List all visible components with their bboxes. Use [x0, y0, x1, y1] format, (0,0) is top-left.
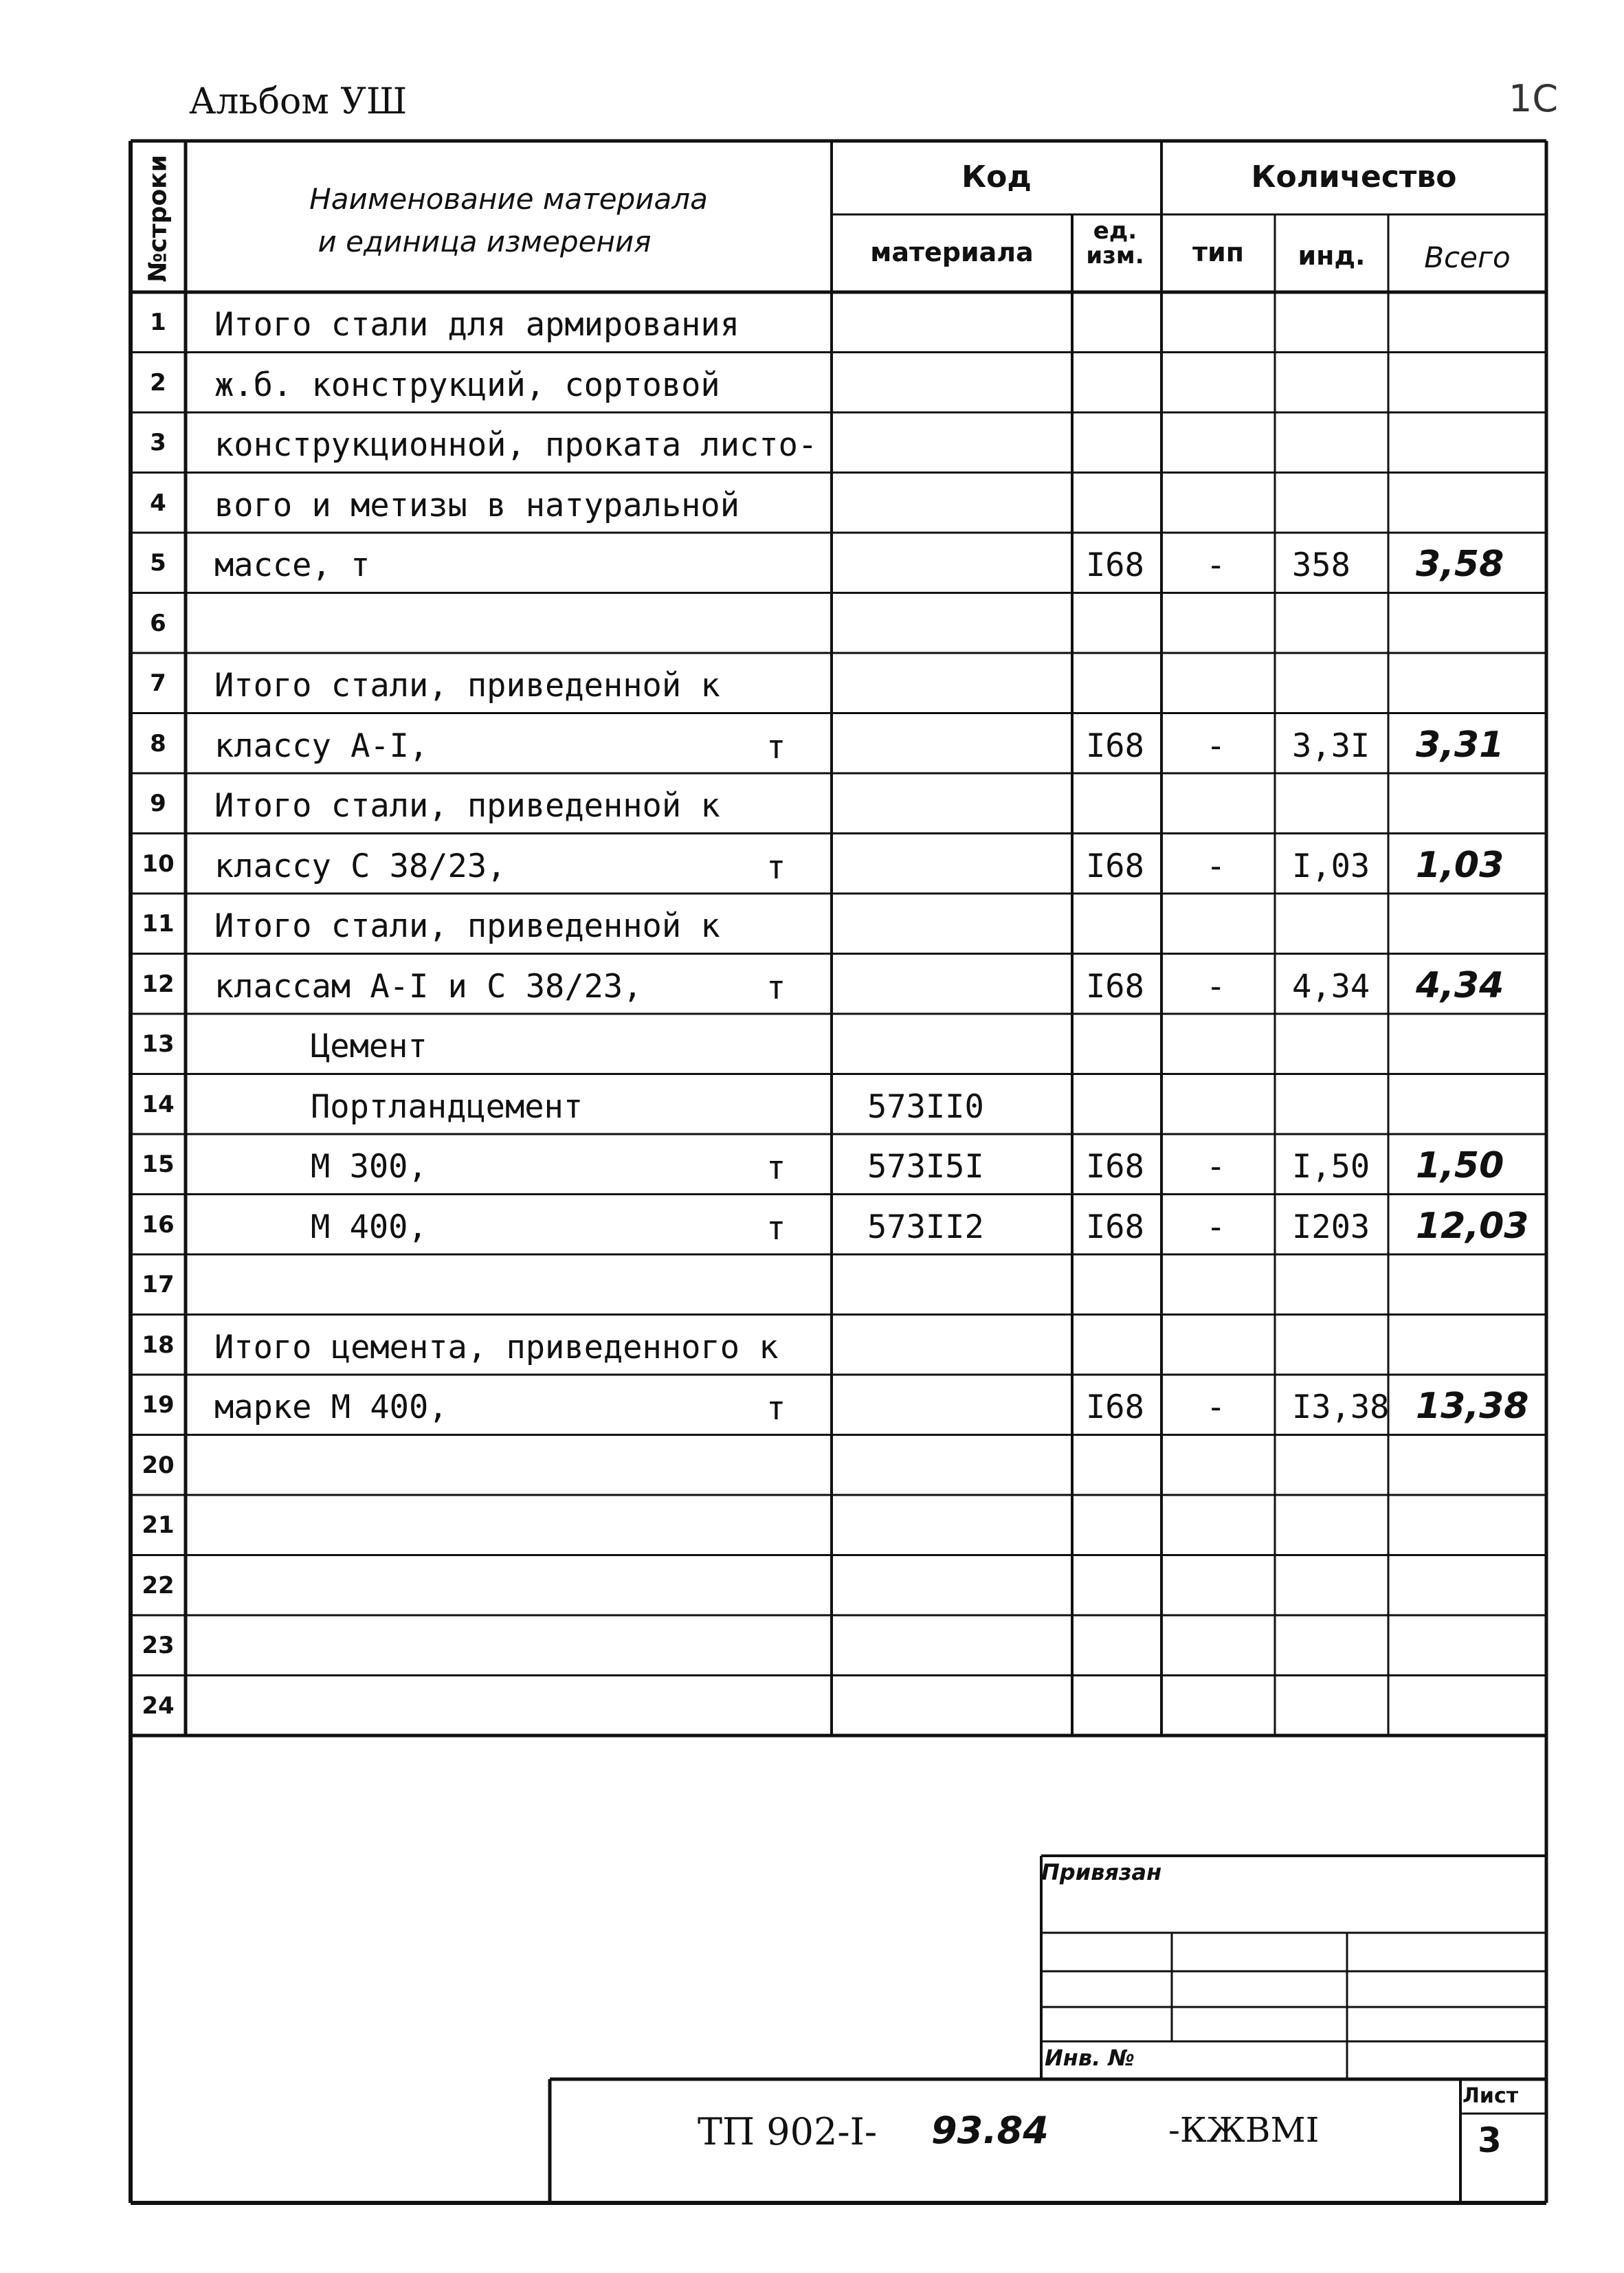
row-number: 12 — [142, 970, 175, 998]
row-name: марке М 400, — [214, 1388, 448, 1426]
row-number: 22 — [142, 1571, 175, 1599]
row-name: М 300, — [311, 1148, 427, 1186]
row-name-unit: т — [766, 848, 786, 887]
doc-code-suffix: -КЖВМI — [1168, 2110, 1320, 2150]
row-number: 17 — [142, 1271, 175, 1298]
row-name-unit: т — [766, 728, 786, 766]
row-name: Портландцемент — [311, 1087, 583, 1126]
row-number: 11 — [142, 910, 175, 938]
row-ind: 4,34 — [1292, 967, 1370, 1006]
row-type: - — [1206, 1388, 1226, 1426]
row-name: М 400, — [311, 1208, 427, 1246]
sheet-label: Лист — [1462, 2084, 1519, 2108]
row-number: 4 — [150, 489, 166, 517]
doc-code-number: 93.84 — [931, 2109, 1049, 2152]
row-name: Итого стали, приведенной к — [214, 667, 720, 705]
row-code: 573I5I — [867, 1148, 984, 1186]
row-type: - — [1206, 847, 1226, 885]
row-type: - — [1206, 546, 1226, 584]
row-number: 8 — [150, 729, 166, 757]
stamp-inv-label: Инв. № — [1045, 2045, 1135, 2071]
row-number: 18 — [142, 1331, 175, 1359]
row-number: 3 — [150, 429, 166, 456]
row-name: Итого стали, приведенной к — [214, 907, 720, 945]
row-number: 7 — [150, 669, 166, 697]
row-total: 3,31 — [1416, 724, 1504, 766]
header-quantity: Количество — [1251, 159, 1457, 195]
header-name — [186, 172, 832, 269]
row-unit: I68 — [1086, 1208, 1144, 1246]
row-number: 20 — [142, 1451, 175, 1479]
header-unit: ед. изм. — [1086, 217, 1144, 269]
row-number: 24 — [142, 1692, 175, 1720]
row-name: Итого стали для армирования — [214, 306, 740, 344]
header-name-line1: Наименование материала — [309, 182, 708, 216]
row-ind: 3,3I — [1292, 727, 1370, 765]
header-total: Всего — [1424, 241, 1511, 274]
row-ind: I3,38 — [1292, 1388, 1390, 1426]
row-unit: I68 — [1086, 967, 1144, 1006]
row-type: - — [1206, 967, 1226, 1006]
row-unit: I68 — [1086, 847, 1144, 885]
row-name: классам А-I и С 38/23, — [214, 967, 643, 1006]
row-name-unit: т — [766, 968, 786, 1007]
row-number: 2 — [150, 368, 166, 397]
row-number: 5 — [150, 549, 166, 577]
row-code: 573II0 — [867, 1087, 984, 1126]
row-unit: I68 — [1086, 1388, 1144, 1426]
row-name: вого и метизы в натуральной — [214, 486, 740, 524]
row-name: конструкционной, проката листо- — [214, 426, 818, 464]
sheet-number: 3 — [1478, 2120, 1502, 2160]
row-number: 15 — [142, 1151, 175, 1178]
row-ind: I,03 — [1292, 847, 1370, 885]
row-unit: I68 — [1086, 727, 1144, 765]
row-name: Итого цемента, приведенного к — [214, 1328, 779, 1366]
row-number: 10 — [142, 850, 175, 878]
row-code: 573II2 — [867, 1208, 984, 1246]
row-type: - — [1206, 727, 1226, 765]
row-number: 9 — [150, 790, 166, 817]
row-total: 13,38 — [1416, 1386, 1529, 1427]
row-unit: I68 — [1086, 546, 1144, 584]
row-number: 13 — [142, 1030, 175, 1058]
header-name-line2: и единица измерения — [318, 225, 652, 258]
row-type: - — [1206, 1148, 1226, 1186]
row-number: 19 — [142, 1391, 175, 1419]
row-name: классу С 38/23, — [214, 847, 507, 885]
doc-code-prefix: ТП 902-I- — [698, 2110, 878, 2153]
header-type: тип — [1192, 237, 1244, 267]
header-ind: инд. — [1298, 241, 1366, 271]
row-total: 3,58 — [1416, 544, 1504, 585]
row-number: 14 — [142, 1090, 175, 1118]
row-name-unit: т — [766, 1390, 786, 1428]
row-total: 4,34 — [1416, 964, 1504, 1006]
row-name: ж.б. конструкций, сортовой — [214, 366, 720, 404]
row-name: массе, т — [214, 546, 370, 584]
page-number: 1С — [1509, 77, 1559, 120]
header-material: материала — [870, 237, 1034, 267]
row-number: 21 — [142, 1511, 175, 1539]
album-label: Альбом УШ — [189, 81, 408, 122]
row-name: Итого стали, приведенной к — [214, 787, 720, 825]
row-name: классу А-I, — [214, 727, 429, 765]
row-name-unit: т — [766, 1149, 786, 1187]
row-number: 1 — [150, 309, 166, 336]
row-unit: I68 — [1086, 1148, 1144, 1186]
stamp-bound-label: Привязан — [1041, 1859, 1162, 1885]
row-total: 1,50 — [1416, 1145, 1504, 1186]
header-row-no: №строки — [144, 155, 173, 282]
row-ind: I,50 — [1292, 1148, 1370, 1186]
row-name-unit: т — [766, 1209, 786, 1248]
row-total: 12,03 — [1416, 1205, 1529, 1247]
row-number: 16 — [142, 1210, 175, 1239]
row-ind: I203 — [1292, 1208, 1370, 1246]
header-code: Код — [961, 159, 1032, 195]
row-name: Цемент — [311, 1028, 427, 1065]
row-number: 23 — [142, 1632, 175, 1659]
row-type: - — [1206, 1208, 1226, 1246]
row-total: 1,03 — [1416, 844, 1504, 886]
row-number: 6 — [150, 609, 166, 637]
row-ind: 358 — [1292, 546, 1350, 584]
